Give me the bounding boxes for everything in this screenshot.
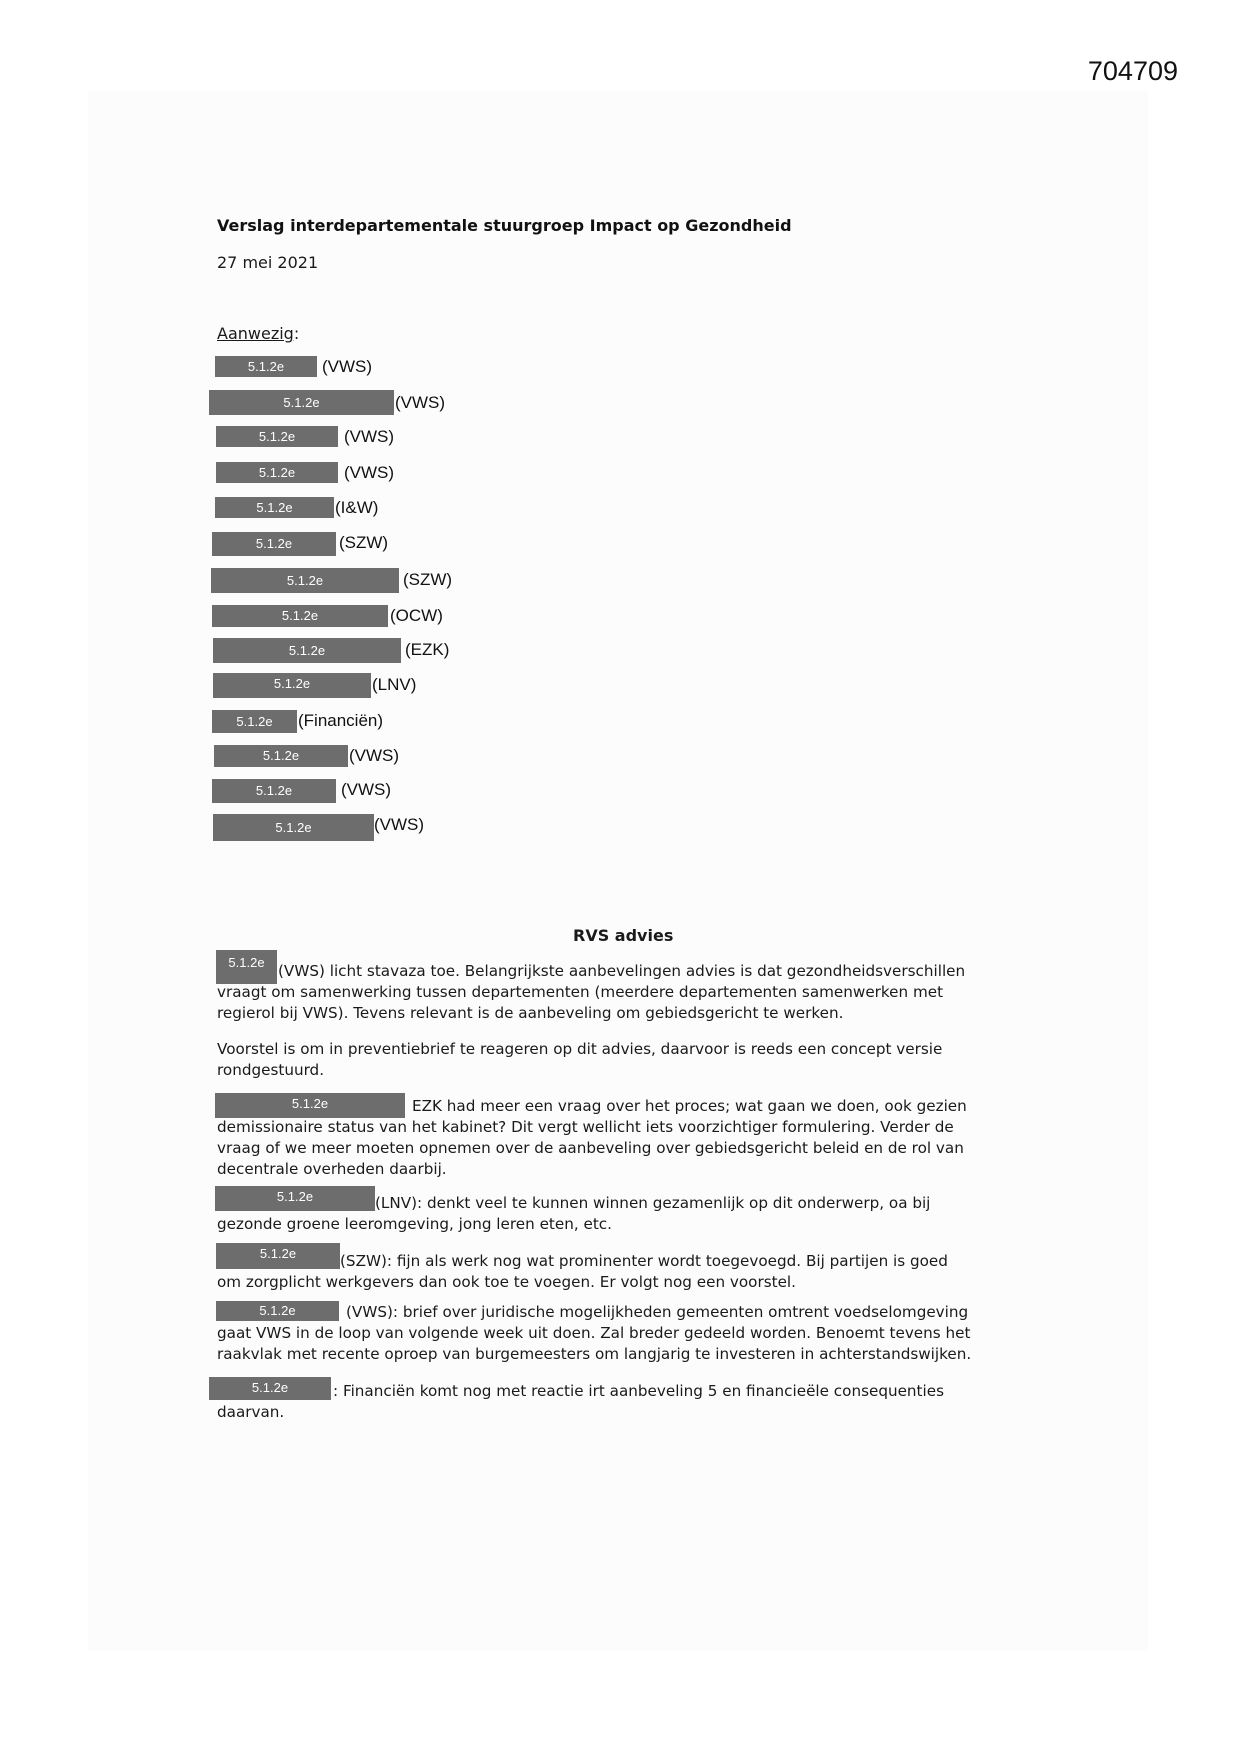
attendee-row	[212, 605, 512, 629]
attendee-row	[214, 745, 514, 769]
redaction-box: 5.1.2e	[216, 1301, 339, 1321]
redaction-box: 5.1.2e	[212, 779, 336, 803]
redaction-box: 5.1.2e	[214, 745, 348, 767]
attendee-department: (I&W)	[335, 498, 379, 517]
attendee-department: (VWS)	[322, 357, 373, 376]
attendee-row	[212, 532, 512, 556]
paragraph-line: EZK had meer een vraag over het proces; wat gaan we doen, ook gezien	[412, 1097, 967, 1115]
paragraph-line: Voorstel is om in preventiebrief te reageren op dit advies, daarvoor is reeds een concept versie	[217, 1040, 943, 1058]
paragraph-line: decentrale overheden daarbij.	[217, 1160, 447, 1178]
paragraph-line: gezonde groene leeromgeving, jong leren eten, etc.	[217, 1215, 612, 1233]
attendee-department: (EZK)	[405, 640, 450, 659]
redaction-box: 5.1.2e	[216, 462, 338, 483]
paragraph-line: vraagt om samenwerking tussen departementen (meerdere departementen samenwerken met	[217, 983, 944, 1001]
attendee-row	[211, 568, 511, 592]
attendance-label: Aanwezig	[217, 324, 294, 343]
attendee-row	[213, 814, 513, 838]
attendee-row	[216, 462, 516, 486]
paragraph-line: raakvlak met recente oproep van burgemeesters om langjarig te investeren in achterstandswijken.	[217, 1345, 972, 1363]
redaction-box: 5.1.2e	[215, 1186, 375, 1211]
paragraph-line: regierol bij VWS). Tevens relevant is de aanbeveling om gebiedsgericht te werken.	[217, 1004, 844, 1022]
attendee-department: (VWS)	[344, 427, 395, 446]
attendee-row	[212, 710, 512, 734]
document-number: 704709	[1087, 56, 1178, 86]
paragraph-line: vraag of we meer moeten opnemen over de aanbeveling over gebiedsgericht beleid en de rol van	[217, 1139, 964, 1157]
attendee-row	[209, 390, 509, 414]
attendee-row	[216, 426, 516, 450]
attendee-department: (VWS)	[344, 463, 395, 482]
document-title: Verslag interdepartementale stuurgroep Impact op Gezondheid	[217, 216, 792, 235]
paragraph-line: rondgestuurd.	[217, 1061, 325, 1079]
redaction-box: 5.1.2e	[213, 673, 371, 698]
attendee-row	[213, 673, 513, 697]
document-date: 27 mei 2021	[217, 253, 319, 272]
paragraph-line: om zorgplicht werkgevers dan ook toe te voegen. Er volgt nog een voorstel.	[217, 1273, 796, 1291]
attendee-row	[215, 356, 515, 380]
attendee-row	[215, 497, 515, 521]
redaction-box: 5.1.2e	[216, 426, 338, 447]
paragraph-line: (VWS) licht stavaza toe. Belangrijkste aanbevelingen advies is dat gezondheidsverschillen	[278, 962, 966, 980]
paragraph-line: (LNV): denkt veel te kunnen winnen gezamenlijk op dit onderwerp, oa bij	[375, 1194, 931, 1212]
redaction-box: 5.1.2e	[216, 1243, 340, 1269]
paragraph-line: gaat VWS in de loop van volgende week uit doen. Zal breder gedeeld worden. Benoemt tevens het	[217, 1324, 971, 1342]
redaction-box: 5.1.2e	[212, 605, 388, 627]
paragraph-line: : Financiën komt nog met reactie irt aanbeveling 5 en financieële consequenties	[333, 1382, 944, 1400]
attendee-department: (VWS)	[341, 780, 392, 799]
redaction-box: 5.1.2e	[209, 1377, 331, 1400]
attendee-department: (LNV)	[372, 675, 417, 694]
redaction-box: 5.1.2e	[215, 1093, 405, 1118]
paragraph-line: demissionaire status van het kabinet? Dit vergt wellicht iets voorzichtiger formulering. Verder de	[217, 1118, 954, 1136]
attendee-department: (VWS)	[374, 815, 425, 834]
redaction-box: 5.1.2e	[213, 814, 374, 841]
attendee-department: (OCW)	[390, 606, 443, 625]
attendee-department: (VWS)	[395, 393, 446, 412]
attendee-department: (Financiën)	[298, 711, 384, 730]
redaction-box: 5.1.2e	[212, 710, 297, 733]
attendee-row	[212, 779, 512, 803]
redaction-box: 5.1.2e	[213, 638, 401, 663]
paragraph-line: (SZW): fijn als werk nog wat prominenter wordt toegevoegd. Bij partijen is goed	[340, 1252, 948, 1270]
paragraph-line: daarvan.	[217, 1403, 285, 1421]
section-title: RVS advies	[573, 926, 674, 945]
attendee-department: (SZW)	[403, 570, 453, 589]
attendee-department: (SZW)	[339, 533, 389, 552]
paragraph-line: (VWS): brief over juridische mogelijkheden gemeenten omtrent voedselomgeving	[346, 1303, 969, 1321]
attendance-heading	[217, 324, 299, 343]
attendee-department: (VWS)	[349, 746, 400, 765]
redaction-box: 5.1.2e	[216, 950, 277, 984]
redaction-box: 5.1.2e	[215, 497, 334, 518]
redaction-box: 5.1.2e	[212, 532, 336, 556]
redaction-box: 5.1.2e	[209, 390, 394, 415]
attendance-colon: :	[293, 324, 300, 343]
attendee-row	[213, 638, 513, 662]
redaction-box: 5.1.2e	[211, 568, 399, 593]
redaction-box: 5.1.2e	[215, 356, 317, 377]
